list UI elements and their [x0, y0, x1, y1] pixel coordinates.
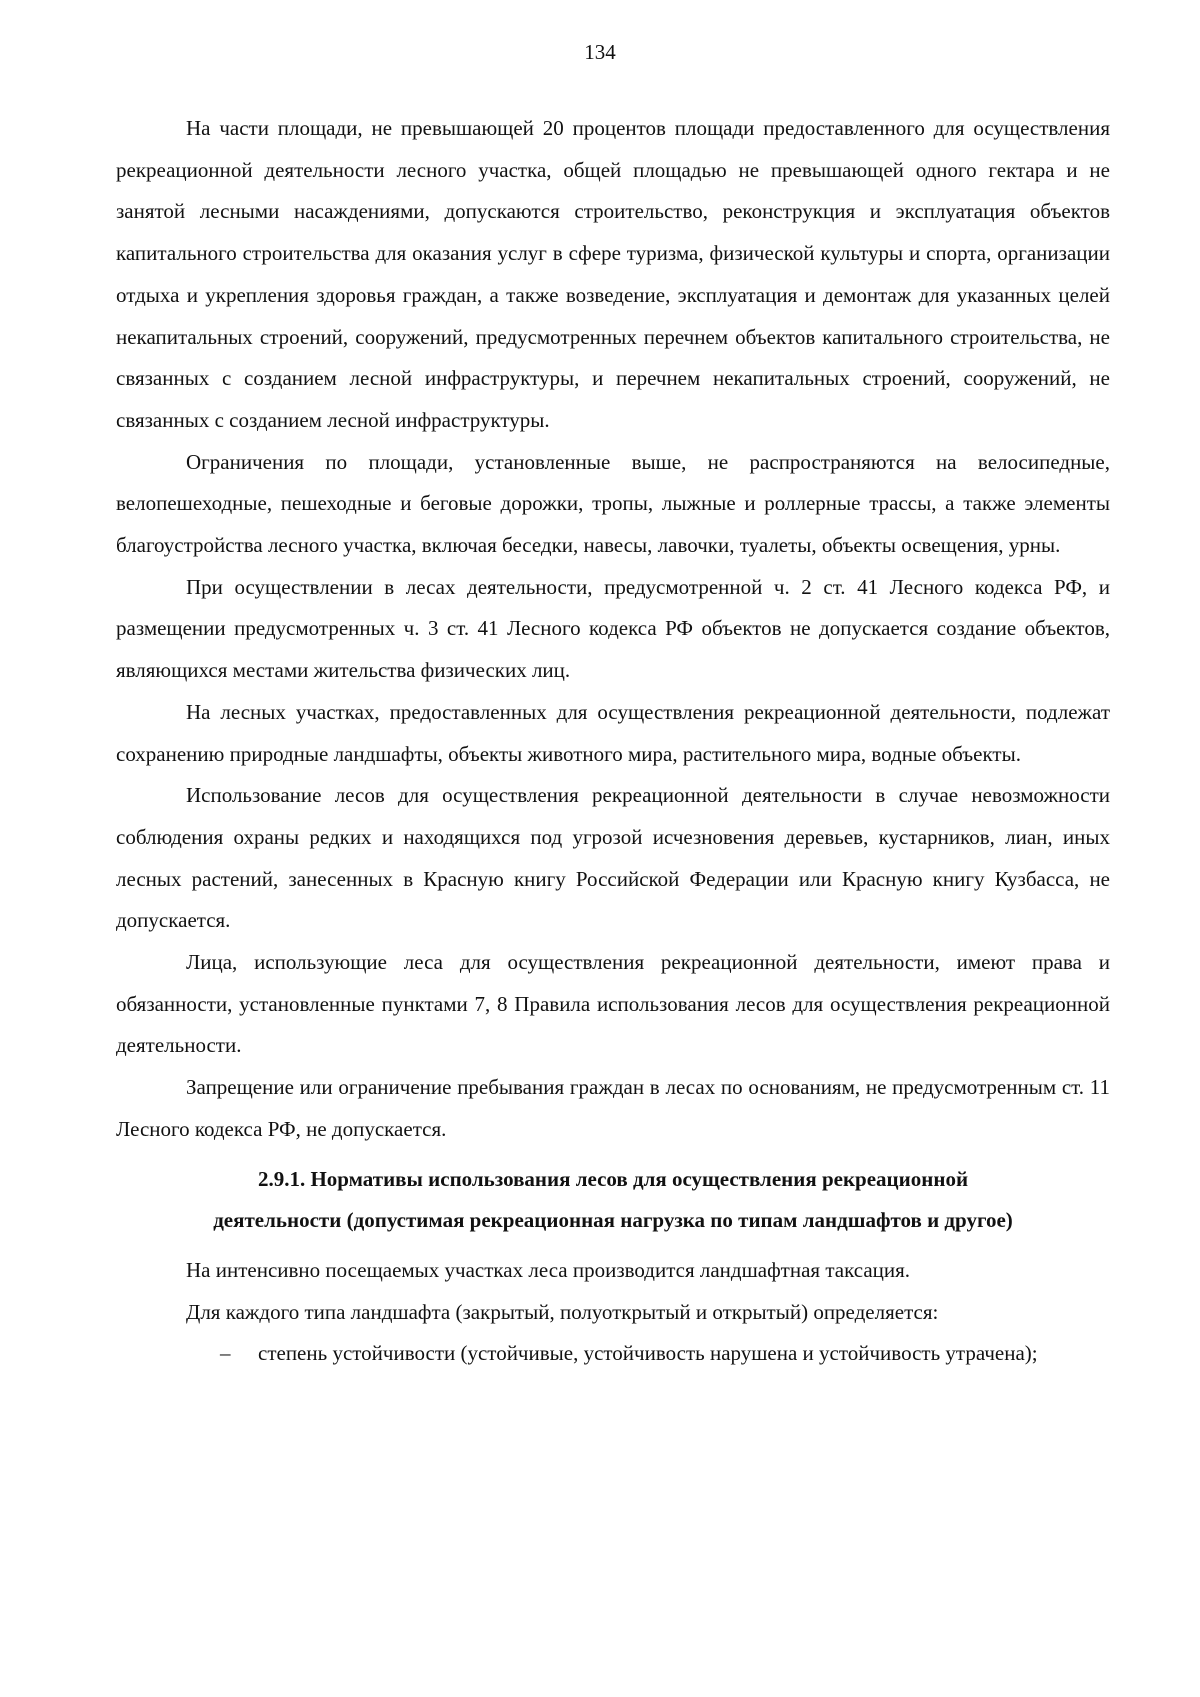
paragraph-rights-obligations: Лица, использующие леса для осуществления рекреационной деятельности, имеют права и обязанности, установленные пунктами 7, 8 Правила использования лесов для осуществления рекреационной деятельности. — [116, 950, 1110, 1058]
paragraph-recreation-construction: На части площади, не превышающей 20 процентов площади предоставленного для осуществления рекреационной деятельности лесного участка, общей площадью не превышающей одного гектара и не занятой лесными насаждениями, допускаются строительство, реконструкция и эксплуатация объектов капитального строительства для оказания услуг в сфере туризма, физической культуры и спорта, организации отдыха и укрепления здоровья граждан, а также возведение, эксплуатация и демонтаж для указанных целей некапитальных строений, сооружений, предусмотренных перечнем объектов капитального строительства, не связанных с созданием лесной инфраструктуры, и перечнем некапитальных строений, сооружений, не связанных с созданием лесной инфраструктуры. — [116, 116, 1110, 432]
list-dash-marker: – — [220, 1341, 231, 1366]
list-item — [116, 1333, 1110, 1375]
section-heading — [116, 1159, 1110, 1242]
section-heading-line-1: 2.9.1. Нормативы использования лесов для осуществления рекреационной — [257, 1166, 969, 1191]
paragraph-red-book-protection: Использование лесов для осуществления рекреационной деятельности в случае невозможности соблюдения охраны редких и находящихся под угрозой исчезновения деревьев, кустарников, лиан, иных лесных растений, занесенных в Красную книгу Российской Федерации или Красную книгу Кузбасса, не допускается. — [116, 783, 1110, 933]
paragraph-visit-restrictions: Запрещение или ограничение пребывания граждан в лесах по основаниям, не предусмотренным ст. 11 Лесного кодекса РФ, не допускается. — [116, 1075, 1110, 1141]
list-item-text: степень устойчивости (устойчивые, устойчивость нарушена и устойчивость утрачена); — [258, 1341, 1038, 1366]
document-body — [116, 108, 1110, 1375]
section-heading-line-2: деятельности (допустимая рекреационная нагрузка по типам ландшафтов и другое) — [213, 1208, 1013, 1233]
paragraph-landscape-types: Для каждого типа ландшафта (закрытый, полуоткрытый и открытый) определяется: — [186, 1299, 939, 1324]
paragraph-landscape-preservation: На лесных участках, предоставленных для осуществления рекреационной деятельности, подлежат сохранению природные ландшафты, объекты животного мира, растительного мира, водные объекты. — [116, 699, 1110, 766]
page-number: 134 — [584, 40, 616, 64]
criteria-list — [116, 1333, 1110, 1375]
paragraph-residence-prohibition: При осуществлении в лесах деятельности, предусмотренной ч. 2 ст. 41 Лесного кодекса РФ, и размещении предусмотренных ч. 3 ст. 41 Лесного кодекса РФ объектов не допускается создание объектов, являющихся местами жительства физических лиц. — [116, 574, 1110, 683]
paragraph-area-restrictions: Ограничения по площади, установленные выше, не распространяются на велосипедные, велопешеходные, пешеходные и беговые дорожки, тропы, лыжные и роллерные трассы, а также элементы благоустройства лесного участка, включая беседки, навесы, лавочки, туалеты, объекты освещения, урны. — [116, 449, 1110, 558]
paragraph-landscape-taxation: На интенсивно посещаемых участках леса производится ландшафтная таксация. — [186, 1257, 911, 1282]
